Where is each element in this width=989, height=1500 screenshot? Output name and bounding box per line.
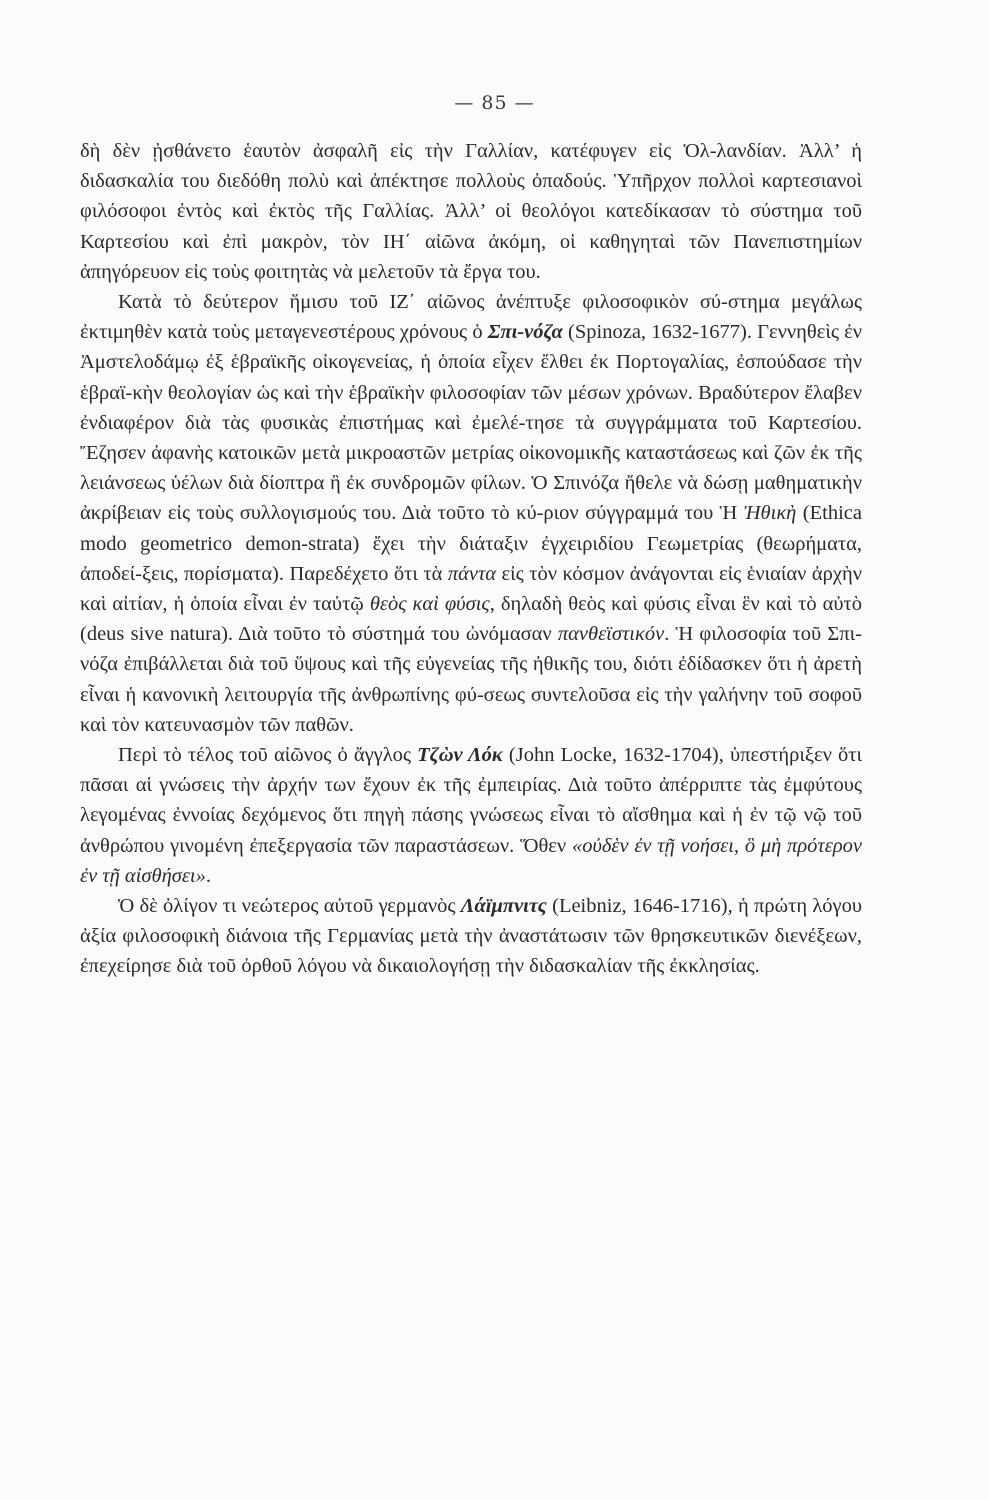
emphasized-text: πανθεϊστικόν xyxy=(557,623,665,646)
emphasized-text: Σπι-νόζα xyxy=(487,321,563,344)
page-number: — 85 — xyxy=(454,92,535,114)
text-run: (Spinoza, 1632-1677). Γεννηθεὶς ἐν Ἀμστελοδάμῳ ἐξ ἑβραϊκῆς οἰκογενείας, ἡ ὁποία εἶχεν ἔλθει ἐκ Πορτογαλίας, ἐσπούδασε τὴν ἑβραϊ-κὴν θεολογίαν ὡς καὶ τὴν ἑβραϊκὴν φιλοσοφίαν τῶν μέσων χρόνων. Βραδύτερον ἔλαβεν ἐνδιαφέρον διὰ τὰς φυσικὰς ἐπιστήμας καὶ ἐμελέ-τησε τὰ συγγράμματα τοῦ Καρτεσίου. Ἔζησεν ἀφανὴς κατοικῶν μετὰ μικροαστῶν μετρίας οἰκονομικῆς καταστάσεως καὶ ζῶν ἐκ τῆς λειάνσεως ὑέλων διὰ δίοπτρα ἢ ἐκ συνδρομῶν φίλων. Ὁ Σπινόζα ἤθελε νὰ δώσῃ μαθηματικὴν ἀκρίβειαν εἰς τοὺς συλλογισμούς του. Διὰ τοῦτο τὸ κύ-ριον σύγγραμμά του Ἡ xyxy=(80,321,862,525)
text-run: Περὶ τὸ τέλος τοῦ αἰῶνος ὁ ἄγγλος xyxy=(118,744,418,767)
text-run: . Ἡ φιλοσοφία τοῦ Σπι-νόζα ἐπιβάλλεται διὰ τοῦ ὕψους καὶ τῆς εὐγενείας τῆς ἠθικῆς του, διότι ἐδίδασκεν ὅτι ἡ ἀρετὴ εἶναι ἡ κανονικὴ λειτουργία τῆς ἀνθρωπίνης φύ-σεως συντελοῦσα εἰς τὴν γαλήνην τοῦ σοφοῦ καὶ τὸν κατευνασμὸν τῶν παθῶν. xyxy=(80,623,862,736)
paragraph xyxy=(80,891,862,982)
text-run: εἰς τὸν κόσμον ἀνάγονται εἰς ἑνιαίαν ἀρχὴν καὶ αἰτίαν, ἡ ὁποία εἶναι ἐν ταὐτῷ xyxy=(80,562,862,616)
text-run: , δηλαδὴ θεὸς καὶ φύσις εἶναι ἓν καὶ τὸ αὐτὸ (deus sive natura). Διὰ τοῦτο τὸ σύστημά του ὠνόμασαν xyxy=(80,593,863,646)
emphasized-text: Ἠθικὴ xyxy=(743,502,797,525)
emphasized-text: Λάϊμπνιτς xyxy=(460,895,547,918)
text-run: . xyxy=(205,864,211,887)
paragraph xyxy=(80,287,862,740)
paragraph xyxy=(80,740,862,891)
text-run: (John Locke, 1632-1704), ὑπεστήριξεν ὅτι πᾶσαι αἱ γνώσεις τὴν ἀρχήν των ἔχουν ἐκ τῆς ἐμπειρίας. Διὰ τοῦτο ἀπέρριπτε τὰς ἐμφύτους λεγομένας ἐννοίας δεχόμενος ὅτι πηγὴ πάσης γνώσεως εἶναι τὸ αἴσθημα καὶ ἡ ἐν τῷ νῷ τοῦ ἀνθρώπου γινομένη ἐπεξεργασία τῶν παραστάσεων. Ὅθεν xyxy=(80,744,862,857)
text-run: (Leibniz, 1646-1716), ἡ πρώτη λόγου ἀξία φιλοσοφικὴ διάνοια τῆς Γερμανίας μετὰ τὴν ἀναστάτωσιν τῶν θρησκευτικῶν διενέξεων, ἐπεχείρησε διὰ τοῦ ὀρθοῦ λόγου νὰ δικαιολογήσῃ τὴν διδασκαλίαν τῆς ἐκκλησίας. xyxy=(80,895,862,978)
emphasized-text: «οὐδὲν ἐν τῇ νοήσει, ὃ μὴ πρότερον ἐν τῇ αἰσθήσει» xyxy=(80,834,863,887)
paragraph xyxy=(80,136,862,287)
emphasized-text: Τζὼν Λόκ xyxy=(417,744,503,767)
emphasized-text: πάντα xyxy=(447,562,497,585)
emphasized-text: θεὸς καὶ φύσις xyxy=(369,593,490,616)
text-run: Ὁ δὲ ὀλίγον τι νεώτερος αὐτοῦ γερμανὸς xyxy=(118,895,461,918)
body-text xyxy=(80,136,862,982)
text-run: (Ethica modo geometrico demon-strata) ἔχει τὴν διάταξιν ἐγχειριδίου Γεωμετρίας (θεωρήματα, ἀποδεί-ξεις, πορίσματα). Παρεδέχετο ὅτι τὰ xyxy=(80,502,862,585)
text-run: δὴ δὲν ᾐσθάνετο ἑαυτὸν ἀσφαλῆ εἰς τὴν Γαλλίαν, κατέφυγεν εἰς Ὁλ-λανδίαν. Ἀλλ’ ἡ διδασκαλία του διεδόθη πολὺ καὶ ἀπέκτησε πολλοὺς ὀπαδούς. Ὑπῆρχον πολλοὶ καρτεσιανοὶ φιλόσοφοι ἐντὸς καὶ ἐκτὸς τῆς Γαλλίας. Ἀλλ’ οἱ θεολόγοι κατεδίκασαν τὸ σύστημα τοῦ Καρτεσίου καὶ ἐπὶ μακρὸν, τὸν ΙΗ΄ αἰῶνα ἀκόμη, οἱ καθηγηταὶ τῶν Πανεπιστημίων ἀπηγόρευον εἰς τοὺς φοιτητὰς νὰ μελετοῦν τὰ ἔργα του. xyxy=(80,140,862,283)
text-run: Κατὰ τὸ δεύτερον ἥμισυ τοῦ ΙΖ΄ αἰῶνος ἀνέπτυξε φιλοσοφικὸν σύ-στημα μεγάλως ἐκτιμηθὲν κατὰ τοὺς μεταγενεστέρους χρόνους ὁ xyxy=(80,291,862,344)
